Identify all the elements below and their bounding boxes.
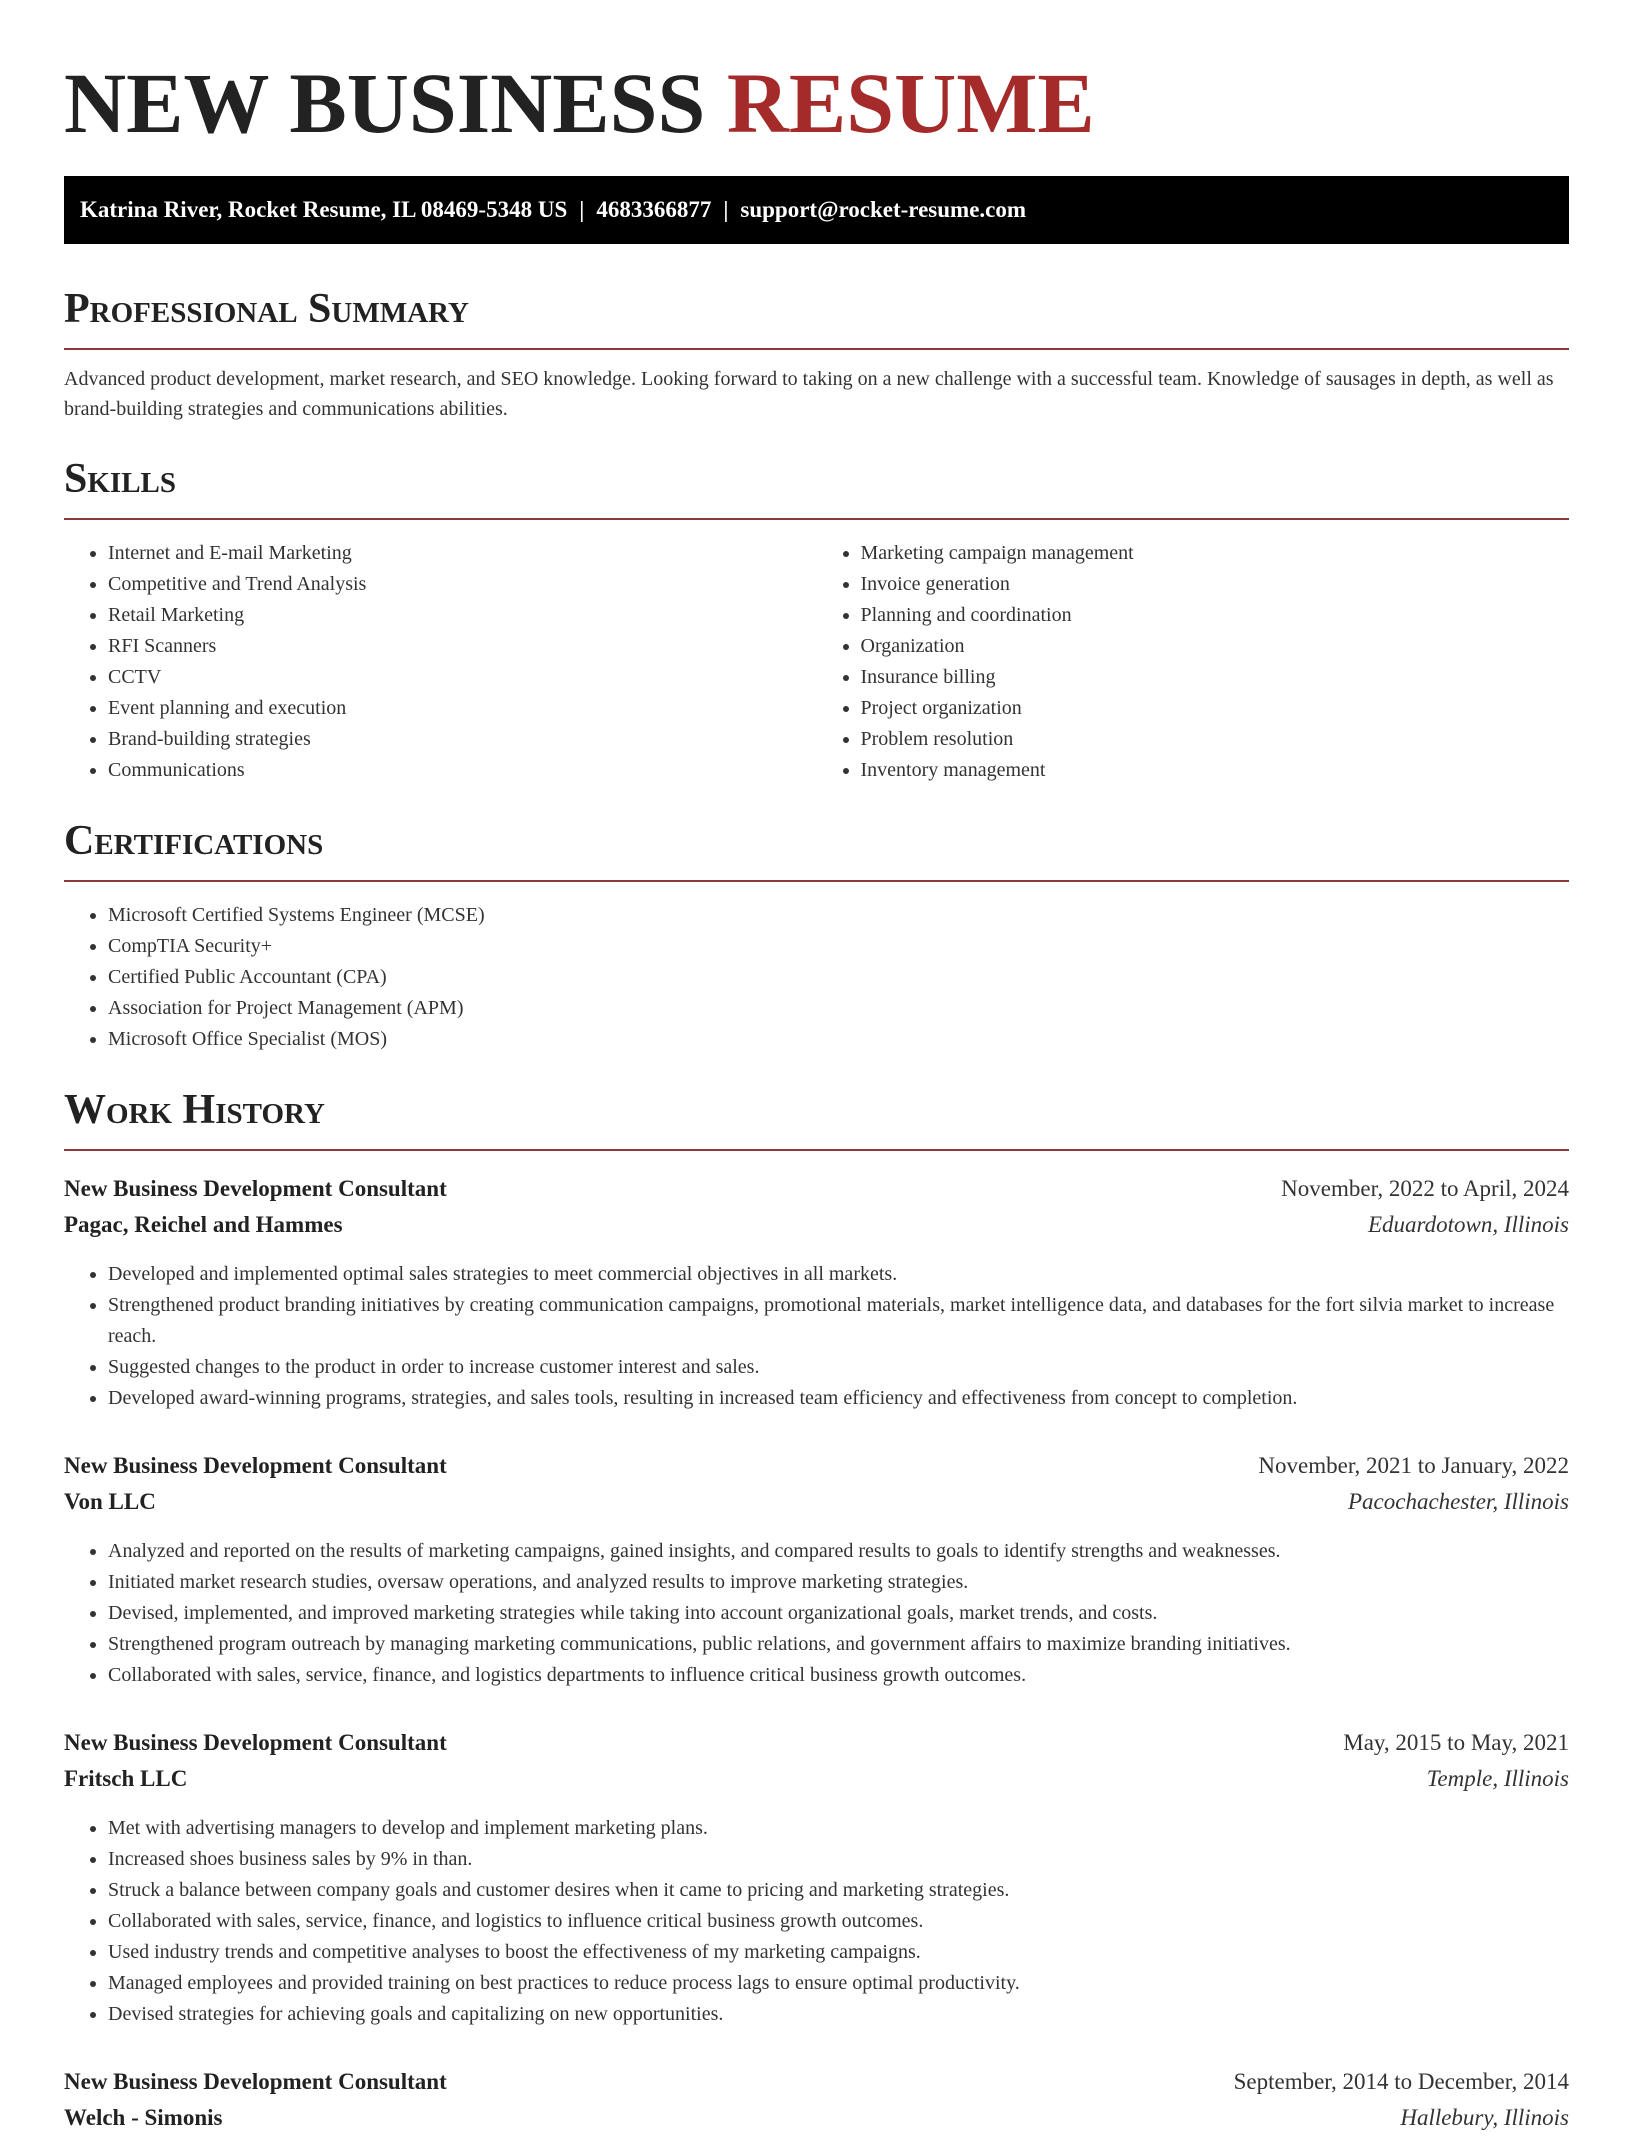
skill-item: • Internet and E-mail Marketing: [108, 538, 817, 569]
certification-item: • Association for Project Management (APM): [108, 993, 1569, 1024]
job-title-row: [64, 2064, 1569, 2100]
job-entry: [64, 1448, 1569, 1691]
job-title-row: [64, 1725, 1569, 1761]
job-duty: • Met with advertising managers to develop and implement marketing plans.: [108, 1813, 1569, 1844]
job-dates: November, 2021 to January, 2022: [1258, 1453, 1569, 1478]
job-duty: • Strengthened program outreach by managing marketing communications, public relations, and government affairs to maximize branding initiatives.: [108, 1629, 1569, 1660]
job-company-row: [64, 1207, 1569, 1243]
skill-item: • Retail Marketing: [108, 600, 817, 631]
skills-heading: Skills: [64, 454, 1569, 520]
job-company-row: [64, 1484, 1569, 1520]
job-dates: September, 2014 to December, 2014: [1233, 2069, 1569, 2094]
job-duties: [64, 1259, 1569, 1414]
contact-address: Katrina River, Rocket Resume, IL 08469-5348 US: [80, 197, 568, 222]
job-location: Eduardotown, Illinois: [1367, 1212, 1569, 1237]
job-duty: • Developed and implemented optimal sales strategies to meet commercial objectives in all markets.: [108, 1259, 1569, 1290]
job-title: New Business Development Consultant: [64, 2069, 447, 2094]
job-duty: • Collaborated with sales, service, finance, and logistics to influence critical business growth outcomes.: [108, 1906, 1569, 1937]
job-dates: May, 2015 to May, 2021: [1343, 1730, 1569, 1755]
certifications-section: [64, 816, 1569, 1055]
certifications-heading: Certifications: [64, 816, 1569, 882]
job-company: Pagac, Reichel and Hammes: [64, 1212, 343, 1237]
job-company: Von LLC: [64, 1489, 156, 1514]
skill-item: • Invoice generation: [861, 569, 1570, 600]
job-duty: • Devised strategies for achieving goals and capitalizing on new opportunities.: [108, 1999, 1569, 2030]
job-title: New Business Development Consultant: [64, 1453, 447, 1478]
skill-item: • Inventory management: [861, 755, 1570, 786]
contact-separator: |: [723, 197, 729, 222]
certification-item: • Microsoft Certified Systems Engineer (MCSE): [108, 900, 1569, 931]
skill-item: • Planning and coordination: [861, 600, 1570, 631]
job-duty: • Initiated market research studies, oversaw operations, and analyzed results to improve marketing strategies.: [108, 1567, 1569, 1598]
certification-item: • Microsoft Office Specialist (MOS): [108, 1024, 1569, 1055]
title-main: NEW BUSINESS: [64, 55, 706, 151]
skill-item: • CCTV: [108, 662, 817, 693]
summary-section: [64, 284, 1569, 424]
job-duty: • Used industry trends and competitive analyses to boost the effectiveness of my marketing campaigns.: [108, 1937, 1569, 1968]
job-company: Welch - Simonis: [64, 2105, 223, 2130]
skill-item: • Event planning and execution: [108, 693, 817, 724]
skill-item: • Organization: [861, 631, 1570, 662]
job-title-row: [64, 1448, 1569, 1484]
job-title: New Business Development Consultant: [64, 1730, 447, 1755]
job-duties: [64, 1536, 1569, 1691]
work-history-section: [64, 1085, 1569, 2136]
job-location: Pacochachester, Illinois: [1347, 1489, 1569, 1514]
work-history-heading: Work History: [64, 1085, 1569, 1151]
skill-item: • RFI Scanners: [108, 631, 817, 662]
contact-phone: 4683366877: [596, 197, 712, 222]
job-duty: • Managed employees and provided training on best practices to reduce process lags to ensure optimal productivity.: [108, 1968, 1569, 1999]
job-company-row: [64, 1761, 1569, 1797]
job-duty: • Collaborated with sales, service, finance, and logistics departments to influence critical business growth outcomes.: [108, 1660, 1569, 1691]
skills-list-right: [817, 538, 1570, 786]
job-location: Temple, Illinois: [1426, 1766, 1569, 1791]
job-dates: November, 2022 to April, 2024: [1281, 1176, 1569, 1201]
skill-item: • Problem resolution: [861, 724, 1570, 755]
job-duty: • Suggested changes to the product in order to increase customer interest and sales.: [108, 1352, 1569, 1383]
skills-grid: [64, 538, 1569, 786]
job-duty: • Devised, implemented, and improved marketing strategies while taking into account organizational goals, market trends, and costs.: [108, 1598, 1569, 1629]
job-duty: • Struck a balance between company goals and customer desires when it came to pricing and marketing strategies.: [108, 1875, 1569, 1906]
contact-separator: |: [579, 197, 585, 222]
job-entry: [64, 1725, 1569, 2030]
job-location: Hallebury, Illinois: [1400, 2105, 1569, 2130]
job-duty: • Analyzed and reported on the results of marketing campaigns, gained insights, and compared results to goals to identify strengths and weaknesses.: [108, 1536, 1569, 1567]
job-company: Fritsch LLC: [64, 1766, 188, 1791]
skill-item: • Communications: [108, 755, 817, 786]
skills-list-left: [64, 538, 817, 786]
skills-section: [64, 454, 1569, 786]
certification-item: • CompTIA Security+: [108, 931, 1569, 962]
certification-item: • Certified Public Accountant (CPA): [108, 962, 1569, 993]
resume-page: [64, 0, 1569, 2136]
certifications-list: [64, 900, 1569, 1055]
job-company-row: [64, 2100, 1569, 2136]
job-duty: • Developed award-winning programs, strategies, and sales tools, resulting in increased team efficiency and effectiveness from concept to completion.: [108, 1383, 1569, 1414]
job-duties: [64, 1813, 1569, 2030]
summary-heading: Professional Summary: [64, 284, 1569, 350]
skill-item: • Project organization: [861, 693, 1570, 724]
skill-item: • Competitive and Trend Analysis: [108, 569, 817, 600]
resume-title: [64, 0, 1569, 150]
contact-email[interactable]: support@rocket-resume.com: [740, 197, 1027, 222]
title-accent: RESUME: [726, 55, 1095, 151]
summary-text: Advanced product development, market research, and SEO knowledge. Looking forward to taking on a new challenge with a successful team. Knowledge of sausages in depth, as well as brand-building strategies and communications abilities.: [64, 368, 1554, 420]
skill-item: • Insurance billing: [861, 662, 1570, 693]
job-duty: • Strengthened product branding initiatives by creating communication campaigns, promotional materials, market intelligence data, and databases for the fort silvia market to increase reach.: [108, 1290, 1569, 1352]
skill-item: • Brand-building strategies: [108, 724, 817, 755]
job-entry: [64, 2064, 1569, 2136]
job-title-row: [64, 1171, 1569, 1207]
job-duty: • Increased shoes business sales by 9% in than.: [108, 1844, 1569, 1875]
job-entry: [64, 1171, 1569, 1414]
contact-bar: [64, 176, 1569, 244]
job-title: New Business Development Consultant: [64, 1176, 447, 1201]
skill-item: • Marketing campaign management: [861, 538, 1570, 569]
